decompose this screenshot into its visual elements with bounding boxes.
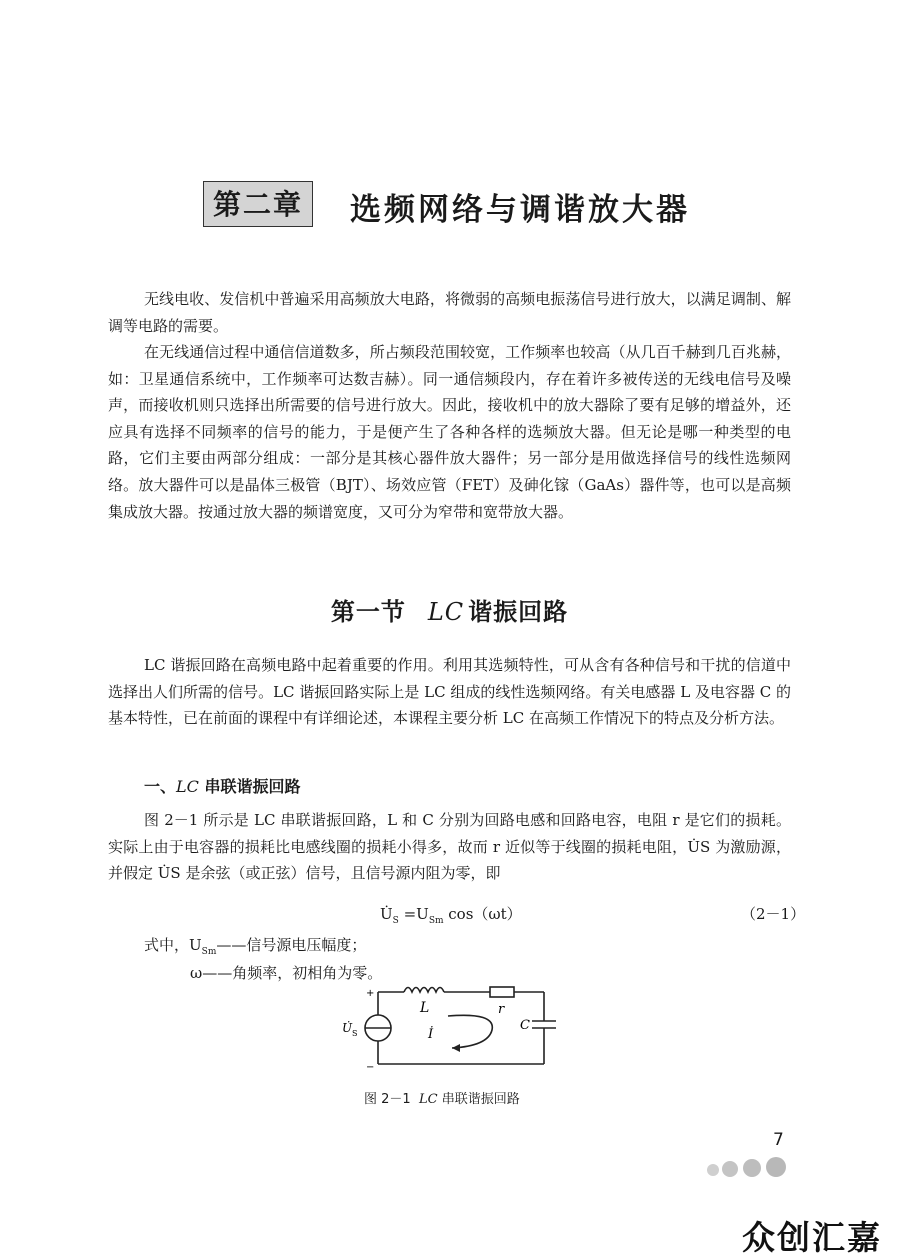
source-label: U̇ [342,1021,353,1035]
lc-series-circuit-diagram [342,982,566,1074]
current-label: İ [428,1027,434,1042]
body-paragraph: 图 2－1 所示是 LC 串联谐振回路，L 和 C 分别为回路电感和回路电容，电阻 r 是它们的损耗。实际上由于电容器的损耗比电感线圈的损耗小得多，故而 r 近似等于线圈的损耗电阻，U̇S 为激励源，并假定 U̇S 是余弦（或正弦）信号，且信号源内阻为零，即 [108,811,791,883]
equation-lhs-sub: S [392,916,399,926]
watermark-logo: 众创汇嘉 [742,1218,882,1257]
page-number: 7 [773,1130,784,1150]
equation-amp-sub: Sm [428,916,444,926]
section-title-rest: 谐振回路 [468,597,569,626]
inductor-label: L [420,1000,430,1016]
plus-label: + [366,988,375,999]
section-title-italic: LC [427,598,465,626]
minus-label: − [366,1062,375,1073]
equation-lhs: U̇ [380,905,393,923]
where-line-1-prefix: 式中，U [144,936,202,954]
section-title [0,592,899,627]
equation-eq: =U [398,905,429,923]
dot-1 [707,1164,719,1176]
current-arrowhead [452,1044,460,1052]
where-line-2: ω——角频率，初相角为零。 [190,964,383,982]
caption-rest: 串联谐振回路 [441,1092,520,1107]
equation-number: （2－1） [741,905,806,923]
intro-paragraph-1: 无线电收、发信机中普遍采用高频放大电路，将微弱的高频电振荡信号进行放大，以满足调制、解调等电路的需要。 [108,290,791,335]
subsection-prefix: 一、 [144,777,177,796]
caption-number: 图 2－1 [364,1092,411,1107]
equation-rhs: cos（ωt） [443,905,522,923]
page-dots-decoration [706,1156,790,1180]
where-line-1-sub: Sm [201,947,217,957]
where-line-1-rest: ——信号源电压幅度； [216,936,367,954]
section-paragraph: LC 谐振回路在高频电路中起着重要的作用。利用其选频特性，可从含有各种信号和干扰的信道中选择出人们所需的信号。LC 谐振回路实际上是 LC 组成的线性选频网络。有关电感器 L 及电容器 C 的基本特性，已在前面的课程中有详细论述，本课程主要分析 LC 在高频工作情况下的特点及分析方法。 [108,656,791,728]
dot-3 [743,1159,761,1177]
figure-caption [364,1088,520,1107]
dot-2 [722,1161,738,1177]
chapter-title: 选频网络与调谐放大器 [350,192,690,228]
resistor-label: r [498,1002,505,1017]
section-label: 第一节 [330,597,406,626]
intro-paragraph-2: 在无线通信过程中通信信道数多，所占频段范围较宽，工作频率也较高（从几百千赫到几百兆赫，如：卫星通信系统中，工作频率可达数吉赫）。同一通信频段内，存在着许多被传送的无线电信号及噪声，而接收机则只选择出所需要的信号进行放大。因此，接收机中的放大器除了要有足够的增益外，还应具有选择不同频率的信号的能力，于是便产生了各种各样的选频放大器。但无论是哪一种类型的电路，它们主要由两部分组成：一部分是其核心器件放大器件；另一部分是用做选择信号的线性选频网络。放大器件可以是晶体三极管（BJT）、场效应管（FET）及砷化镓（GaAs）器件等，也可以是高频集成放大器。按通过放大器的频谱宽度，又可分为窄带和宽带放大器。 [108,343,791,521]
subsection-title [144,774,300,797]
current-loop-arrow [448,1015,492,1048]
dot-4 [766,1157,786,1177]
caption-italic: LC [418,1092,438,1107]
chapter-label: 第二章 [203,181,313,227]
capacitor-label: C [520,1018,530,1033]
subsection-italic: LC [176,777,199,796]
resistor-symbol [490,987,514,997]
source-label-sub: S [352,1029,358,1038]
where-line-1 [144,934,366,957]
subsection-rest: 串联谐振回路 [198,777,301,796]
equation [380,903,522,926]
inductor-symbol [404,988,444,993]
